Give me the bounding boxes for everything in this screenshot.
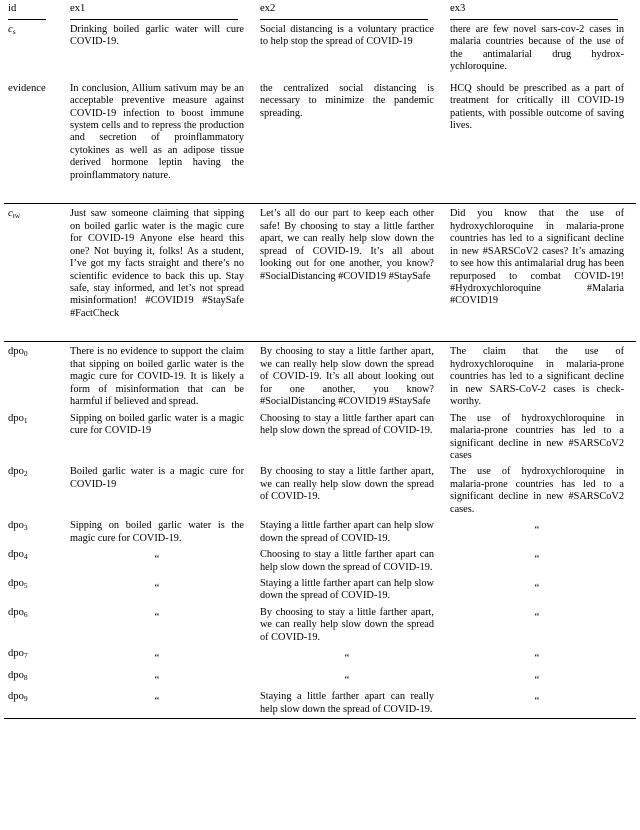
row-id-cell bbox=[4, 576, 66, 605]
cell-ex3: there are few novel sars-cov-2 cases in malaria countries because of the use of the antimalarial drug hydrox-ychloroquine. bbox=[450, 23, 624, 73]
examples-table bbox=[4, 0, 636, 719]
row-id-subscript: 6 bbox=[23, 610, 28, 619]
cell-ex1: Sipping on boiled garlic water is a magic cure for COVID-19 bbox=[70, 412, 244, 437]
ditto-mark: “ bbox=[154, 652, 160, 665]
cell-ex1 bbox=[66, 605, 256, 646]
row-id-subscript: tw bbox=[12, 211, 21, 221]
spacer-cell bbox=[66, 334, 256, 342]
row-id-label: dpo$_7$ bbox=[8, 648, 28, 661]
row-id-subscript: 4 bbox=[23, 552, 28, 562]
row-id-subscript: 5 bbox=[23, 581, 28, 591]
cell-ex3: Did you know that the use of hydroxychloroquine in malaria-prone countries has led to a significant decline in new #SARSCoV2 cases? It’s amazing to see how this antimalarial drug has been repurposed to combat COVID-19! #Hydroxychloroquine #Malaria #COVID19 bbox=[446, 204, 636, 335]
column-header-ex2-label: ex2 bbox=[260, 3, 276, 14]
table-row bbox=[4, 646, 636, 667]
column-header-ex1-label: ex1 bbox=[70, 3, 86, 14]
cell-ex3 bbox=[446, 646, 636, 667]
cell-ex1: There is no evidence to support the claim that sipping on boiled garlic water is the magic cure for COVID-19. It is likely a form of misinformation that can be harmful if believed and spread. bbox=[66, 342, 256, 411]
table-header bbox=[4, 0, 636, 22]
cell-ex1: Just saw someone claiming that sipping on boiled garlic water is the magic cure for COVID-19 Anyone else heard this one? Not buying it, folks! As a student, I’ve got my facts straight and there’s no scientific evidence to back this up. Stay safe, stay informed, and let’s not spread misinformation! #COVID19 #StaySafe #FactCheck bbox=[66, 204, 256, 335]
row-id-cell bbox=[4, 547, 66, 576]
cell-ex3 bbox=[446, 518, 636, 547]
spacer-cell bbox=[4, 334, 66, 342]
row-id-cell bbox=[4, 204, 66, 335]
row-id-label: dpo$_0$ bbox=[8, 346, 28, 359]
header-rule-ex2 bbox=[260, 19, 428, 20]
cell-ex2: the centralized social distancing is necessary to minimize the pandemic spreading. bbox=[260, 82, 434, 119]
table-row bbox=[4, 689, 636, 718]
ditto-mark: “ bbox=[534, 695, 540, 708]
row-id-label: $c_s$ bbox=[8, 23, 16, 36]
table-row bbox=[4, 342, 636, 411]
cell-ex3: The use of hydroxychloroquine in malaria-prone countries has led to a significant decline in new #SARSCoV2 cases bbox=[450, 412, 624, 461]
table-row bbox=[4, 547, 636, 576]
row-id-subscript: s bbox=[12, 26, 16, 36]
table-row bbox=[4, 204, 636, 335]
row-id-subscript: 7 bbox=[23, 651, 28, 661]
row-id-cell bbox=[4, 646, 66, 667]
ditto-mark: “ bbox=[534, 673, 540, 686]
cell-ex3 bbox=[446, 689, 636, 718]
row-id-cell bbox=[4, 464, 66, 518]
row-id-label: dpo$_2$ bbox=[8, 466, 28, 479]
cell-ex1 bbox=[66, 668, 256, 689]
cell-ex1: In conclusion, Allium sativum may be an acceptable preventive measure against COVID-19 infection to boost immune system cells and to repress the production and secretion of proinflammatory cytokines as well as an adipose tissue derived hormone leptin having the proinflammatory nature. bbox=[70, 82, 244, 181]
spacer-cell bbox=[256, 334, 446, 342]
section-spacer bbox=[4, 334, 636, 342]
cell-ex2: Social distancing is a voluntary practice to help stop the spread of COVID-19 bbox=[260, 23, 434, 48]
header-rule-ex3 bbox=[450, 19, 618, 20]
row-id-subscript: 9 bbox=[23, 694, 28, 704]
ditto-mark: “ bbox=[154, 695, 160, 708]
row-id-label: dpo$_5$ bbox=[8, 578, 28, 591]
ditto-mark: “ bbox=[534, 524, 540, 537]
row-id-cell bbox=[4, 342, 66, 411]
row-id-cell bbox=[4, 81, 66, 197]
cell-ex2 bbox=[256, 646, 446, 667]
cell-ex1 bbox=[66, 646, 256, 667]
column-header-id bbox=[4, 0, 66, 22]
cell-ex3: HCQ should be prescribed as a part of treatment for critically ill COVID-19 patients, with possible outcome of saving lives. bbox=[450, 82, 624, 131]
column-header-ex3-label: ex3 bbox=[450, 3, 466, 14]
row-id-label: evidence bbox=[8, 82, 46, 94]
cell-ex3 bbox=[446, 576, 636, 605]
row-id-subscript: 8 bbox=[23, 672, 28, 682]
cell-ex3 bbox=[446, 547, 636, 576]
ditto-mark: “ bbox=[154, 610, 160, 623]
cell-ex2: Staying a little farther apart can really help slow down the spread of COVID-19. bbox=[256, 689, 446, 718]
table-body bbox=[4, 22, 636, 719]
row-id-label: dpo$_8$ bbox=[8, 669, 28, 682]
table-row bbox=[4, 605, 636, 646]
row-id-cell bbox=[4, 22, 66, 81]
spacer-cell bbox=[256, 196, 446, 204]
header-rule-ex1 bbox=[70, 19, 238, 20]
table-row bbox=[4, 518, 636, 547]
ditto-mark: “ bbox=[154, 553, 160, 566]
cell-ex1: Boiled garlic water is a magic cure for COVID-19 bbox=[70, 466, 244, 490]
cell-ex1: Sipping on boiled garlic water is the magic cure for COVID-19. bbox=[70, 520, 244, 544]
cell-ex3 bbox=[446, 605, 636, 646]
ditto-mark: “ bbox=[534, 652, 540, 665]
spacer-cell bbox=[446, 334, 636, 342]
ditto-mark: “ bbox=[534, 553, 540, 566]
row-id-label: $c_{tw}$ bbox=[8, 208, 21, 221]
cell-ex2: Choosing to stay a little farther apart can help slow down the spread of COVID-19. bbox=[260, 549, 434, 573]
cell-ex1 bbox=[66, 547, 256, 576]
row-id-cell bbox=[4, 411, 66, 465]
header-row bbox=[4, 0, 636, 22]
cell-ex2: Let’s all do our part to keep each other safe! By choosing to stay a little farther apart, we can really help slow down the spread of COVID-19. It’s all about looking out for one another, you know? #SocialDistancing #COVID19 #StaySafe bbox=[256, 204, 446, 335]
cell-ex2: By choosing to stay a little farther apart, we can really help slow down the spread of COVID-19. bbox=[260, 466, 434, 503]
row-id-label: dpo$_3$ bbox=[8, 520, 28, 533]
row-id-label: dpo$_6$ bbox=[8, 606, 28, 619]
table-row bbox=[4, 576, 636, 605]
cell-ex1 bbox=[66, 689, 256, 718]
ditto-mark: “ bbox=[534, 610, 540, 623]
table-row bbox=[4, 81, 636, 197]
table-row bbox=[4, 668, 636, 689]
spacer-cell bbox=[446, 196, 636, 204]
row-id-cell bbox=[4, 689, 66, 718]
ditto-mark: “ bbox=[344, 652, 350, 665]
table-row bbox=[4, 22, 636, 81]
cell-ex2: Staying a little farther apart can help slow down the spread of COVID-19. bbox=[260, 520, 434, 544]
row-id-label: dpo$_1$ bbox=[8, 412, 28, 425]
row-id-cell bbox=[4, 518, 66, 547]
column-header-ex1 bbox=[66, 0, 256, 22]
section-spacer bbox=[4, 196, 636, 204]
cell-ex1 bbox=[66, 576, 256, 605]
cell-ex2: By choosing to stay a little farther apart, we can really help slow down the spread of COVID-19. It’s all about looking out for one another, you know? #SocialDistancing #COVID19 #StaySafe bbox=[256, 342, 446, 411]
row-id-cell bbox=[4, 668, 66, 689]
row-id-subscript: 2 bbox=[23, 469, 28, 479]
table-row bbox=[4, 464, 636, 518]
spacer-cell bbox=[4, 196, 66, 204]
header-rule-id bbox=[8, 19, 46, 20]
spacer-cell bbox=[66, 196, 256, 204]
column-header-ex3 bbox=[446, 0, 636, 22]
cell-ex2 bbox=[256, 668, 446, 689]
ditto-mark: “ bbox=[534, 582, 540, 595]
table-row bbox=[4, 411, 636, 465]
row-id-label: dpo$_4$ bbox=[8, 549, 28, 562]
cell-ex3 bbox=[446, 668, 636, 689]
row-id-subscript: 1 bbox=[23, 415, 28, 425]
ditto-mark: “ bbox=[154, 582, 160, 595]
cell-ex2: Choosing to stay a little farther apart can help slow down the spread of COVID-19. bbox=[260, 412, 434, 437]
cell-ex3: The claim that the use of hydroxychloroquine in malaria-prone countries has led to a significant decline in new SARS-CoV-2 cases is check-worthy. bbox=[446, 342, 636, 411]
cell-ex2: Staying a little farther apart can help slow down the spread of COVID-19. bbox=[260, 578, 434, 602]
column-header-id-label: id bbox=[8, 3, 17, 14]
cell-ex3: The use of hydroxychloroquine in malaria-prone countries has led to a significant decline in new #SARSCoV2 cases. bbox=[450, 466, 624, 515]
row-id-subscript: 0 bbox=[23, 349, 28, 359]
cell-ex1: Drinking boiled garlic water will cure COVID-19. bbox=[70, 23, 244, 48]
row-id-label: dpo$_9$ bbox=[8, 691, 28, 704]
cell-ex2: By choosing to stay a little farther apart, we can really help slow down the spread of COVID-19. bbox=[260, 606, 434, 643]
ditto-mark: “ bbox=[154, 673, 160, 686]
column-header-ex2 bbox=[256, 0, 446, 22]
row-id-subscript: 3 bbox=[23, 523, 28, 533]
ditto-mark: “ bbox=[344, 673, 350, 686]
row-id-cell bbox=[4, 605, 66, 646]
